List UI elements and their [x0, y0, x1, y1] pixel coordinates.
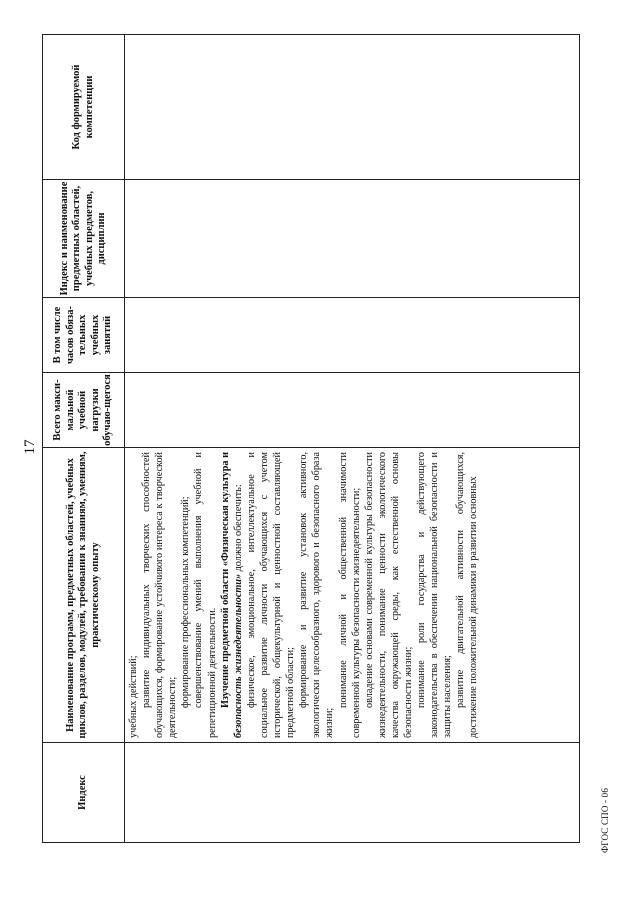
cell-mandatory-hours: [125, 298, 580, 373]
content-line: совершенствование умений выполнения учебной и репетиционной деятельности.: [193, 452, 218, 738]
curriculum-table: [42, 34, 580, 843]
content-line: понимание личной и общественной значимости современной культуры безопасности жизнедеятельности;: [337, 452, 362, 738]
content-line: понимание роли государства и действующего законодательства в обеспечении национальной безопасности и защиты населения;: [416, 452, 454, 738]
content-line: формирование и развитие установок активного, экологически целесообразного, здорового и безопасного образа жизни;: [298, 452, 336, 738]
content-line: учебных действий;: [128, 655, 139, 738]
cell-max-load: [125, 373, 580, 448]
content-line: овладение основами современной культуры безопасности жизнедеятельности, понимание ценности экологического качества окружающей среды, как естественной основы безопасности жизни;: [363, 452, 414, 738]
cell-competence-code: [125, 35, 580, 180]
page-number: 17: [22, 439, 38, 455]
section-heading-bold: Изучение предметной области «Физическая культура и: [219, 452, 231, 708]
content-line: развитие индивидуальных творческих способностей обучающихся, формирование устойчивого интереса к творческой деятельности;: [141, 452, 179, 738]
content-line: формирование профессиональных компетенций;: [180, 496, 192, 708]
header-competence-code: Код формируемой компетенции: [43, 35, 125, 180]
content-line: развитие двигательной активности обучающихся, достижение положительной динамики в развитии основных: [455, 452, 480, 738]
cell-content: [125, 448, 580, 743]
section-heading-italic: безопасность жизнедеятельности»: [232, 573, 244, 738]
table-row: [125, 35, 580, 843]
cell-index: [125, 743, 580, 843]
header-subjects: Индекс и наименование предметных областей, учебных предметов, дисциплин: [43, 180, 125, 298]
content-line-heading: [219, 452, 245, 738]
header-index: Индекс: [43, 743, 125, 843]
header-max-load: Всего макси-мальной учебной нагрузки обучаю-щегося: [43, 373, 125, 448]
table-header-row: [43, 35, 125, 843]
content-line: физическое, эмоциональное, интеллектуальное и социальное развитие личности обучающихся с учетом исторической, общекультурной и ценностной составляющей предметной области;: [245, 452, 297, 738]
footer-label: ФГОС СПО - 06: [600, 787, 610, 853]
section-heading-rest: должно обеспечить:: [232, 484, 244, 574]
header-mandatory-hours: В том числе часов обяза-тельных учебных занятий: [43, 298, 125, 373]
cell-subjects: [125, 180, 580, 298]
header-name: Наименование программ, предметных областей, учебных циклов, разделов, модулей, требования к знаниям, умениям, практическому опыту: [43, 448, 125, 743]
